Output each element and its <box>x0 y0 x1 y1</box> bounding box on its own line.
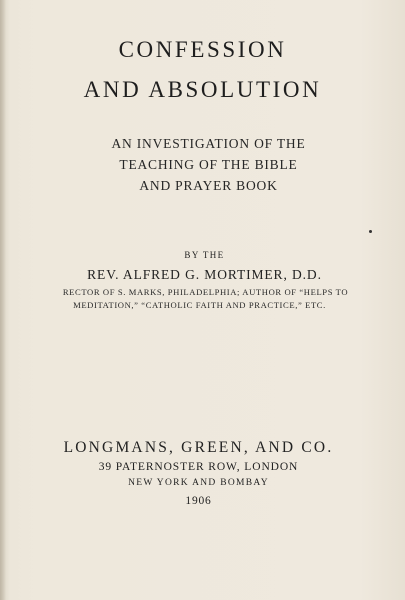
subtitle-line-3: AND PRAYER BOOK <box>139 178 278 193</box>
author-description-line-2: MEDITATION,” “CATHOLIC FAITH AND PRACTICE,” ETC. <box>73 300 326 310</box>
ink-speck <box>369 230 372 233</box>
subtitle-line-1: AN INVESTIGATION OF THE <box>111 136 306 151</box>
publisher-address: 39 PATERNOSTER ROW, LONDON <box>98 461 299 473</box>
book-title-line-2: AND ABSOLUTION <box>83 77 322 102</box>
byline: BY THE <box>184 250 225 260</box>
publication-year: 1906 <box>185 495 212 507</box>
author-name: REV. ALFRED G. MORTIMER, D.D. <box>87 267 322 282</box>
author-description-line-1: RECTOR OF S. MARKS, PHILADELPHIA; AUTHOR OF “HELPS TO <box>62 287 349 297</box>
subtitle-line-2: TEACHING OF THE BIBLE <box>119 157 298 172</box>
book-title-line-1: CONFESSION <box>118 37 287 62</box>
publisher-cities: NEW YORK AND BOMBAY <box>128 478 269 488</box>
publisher-name: LONGMANS, GREEN, AND CO. <box>63 439 334 456</box>
